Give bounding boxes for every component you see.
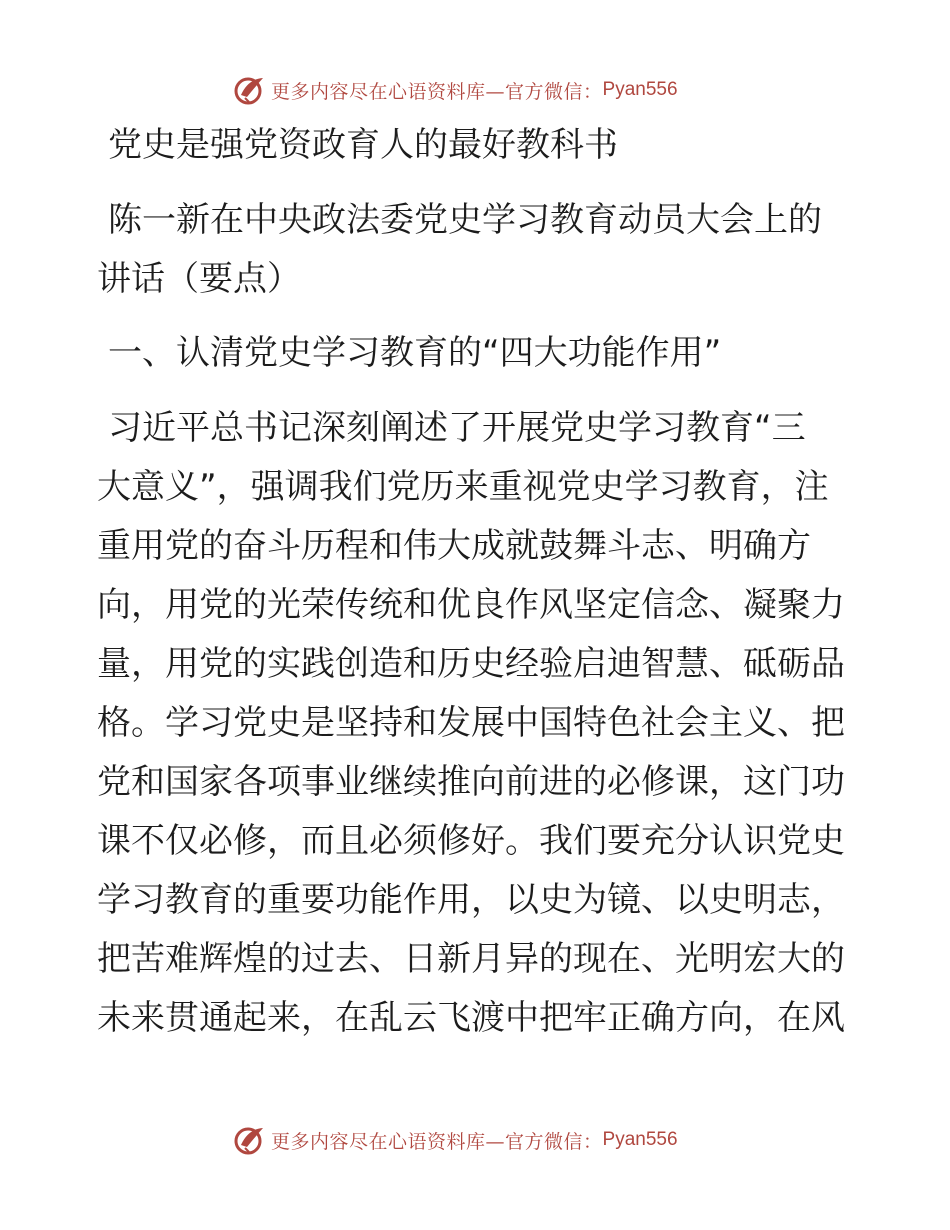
body-line: 量，用党的实践创造和历史经验启迪智慧、砥砺品 bbox=[97, 644, 845, 684]
section-heading: 一、认清党史学习教育的“四大功能作用” bbox=[108, 333, 722, 373]
body-line: 格。学习党史是坚持和发展中国特色社会主义、把 bbox=[97, 703, 845, 743]
watermark-wechat-id: Pyan556 bbox=[602, 1129, 678, 1150]
watermark-wechat-id: Pyan556 bbox=[602, 79, 678, 100]
body-line: 大意义”，强调我们党历来重视党史学习教育，注 bbox=[97, 467, 829, 507]
body-line: 向，用党的光荣传统和优良作风坚定信念、凝聚力 bbox=[97, 585, 845, 625]
document-title: 党史是强党资政育人的最好教科书 bbox=[108, 125, 618, 165]
body-line: 学习教育的重要功能作用，以史为镜、以史明志， bbox=[97, 880, 845, 920]
watermark-footer bbox=[233, 1123, 678, 1157]
watermark-text: 更多内容尽在心语资料库—官方微信： bbox=[271, 1130, 603, 1153]
watermark-header bbox=[233, 73, 678, 107]
document-subtitle-line-1: 陈一新在中央政法委党史学习教育动员大会上的 bbox=[108, 200, 822, 240]
watermark-text: 更多内容尽在心语资料库—官方微信： bbox=[271, 80, 603, 103]
body-line: 把苦难辉煌的过去、日新月异的现在、光明宏大的 bbox=[97, 939, 845, 979]
document-subtitle-line-2: 讲话（要点） bbox=[97, 259, 301, 299]
body-line: 党和国家各项事业继续推向前进的必修课，这门功 bbox=[97, 762, 845, 802]
brand-logo-icon bbox=[233, 1123, 267, 1157]
body-line: 课不仅必修，而且必须修好。我们要充分认识党史 bbox=[97, 821, 845, 861]
body-line: 习近平总书记深刻阐述了开展党史学习教育“三 bbox=[108, 408, 806, 448]
body-line: 重用党的奋斗历程和伟大成就鼓舞斗志、明确方 bbox=[97, 526, 811, 566]
body-line: 未来贯通起来，在乱云飞渡中把牢正确方向，在风 bbox=[97, 998, 845, 1038]
brand-logo-icon bbox=[233, 73, 267, 107]
